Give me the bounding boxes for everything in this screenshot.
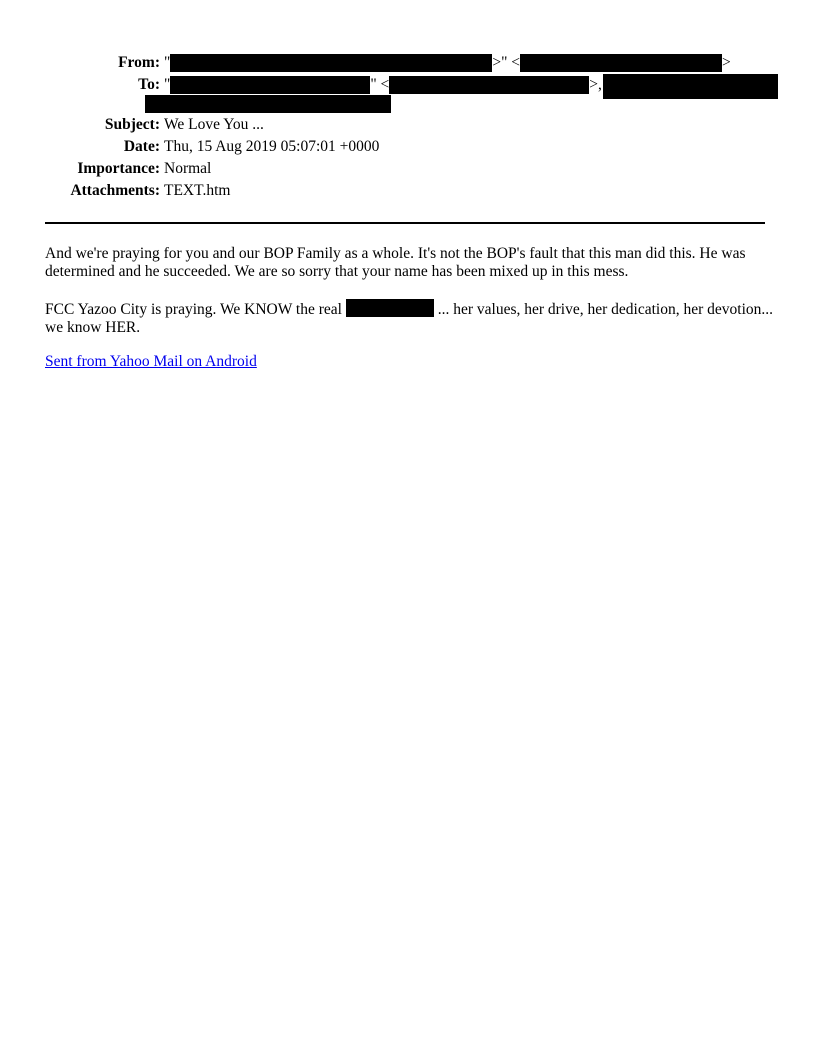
importance-row (0, 158, 816, 180)
importance-value: Normal (164, 160, 212, 177)
paragraph-2-end: ... her values, her drive, her dedication, her devotion... we know HER. (45, 301, 774, 336)
to-quote-open: " (164, 76, 171, 93)
subject-value: We Love You ... (164, 116, 264, 133)
from-quote-open: " (164, 54, 171, 71)
from-value (164, 52, 731, 74)
from-row (0, 52, 816, 74)
attachments-row (0, 180, 816, 202)
body-paragraph-1: And we're praying for you and our BOP Family as a whole. It's not the BOP's fault that this man did this. He was determined and he succeeded. We are so sorry that your name has been mixed up in this mess. (45, 245, 746, 280)
to-mid: " < (370, 76, 390, 93)
to-value (164, 74, 602, 96)
from-label: From: (118, 54, 160, 71)
importance-label: Importance: (77, 160, 160, 177)
name-redaction (346, 299, 434, 317)
date-row (0, 136, 816, 158)
from-name-redaction (170, 54, 492, 72)
to-end: >, (589, 76, 602, 93)
to-email-redaction (389, 76, 589, 94)
to-label: To: (138, 76, 160, 93)
from-email-redaction (520, 54, 722, 72)
body-paragraph-2 (45, 299, 775, 337)
date-value: Thu, 15 Aug 2019 05:07:01 +0000 (164, 138, 380, 155)
to-extra-redaction (603, 74, 778, 99)
date-label: Date: (123, 138, 160, 155)
subject-row (0, 114, 816, 136)
attachments-value: TEXT.htm (164, 182, 231, 199)
header-divider (45, 222, 765, 224)
signature (45, 353, 775, 371)
from-mid: >" < (492, 54, 521, 71)
yahoo-mail-signature-link[interactable]: Sent from Yahoo Mail on Android (45, 353, 257, 370)
to-name-redaction (170, 76, 370, 94)
from-end: > (722, 54, 731, 71)
paragraph-2-start: FCC Yazoo City is praying. We KNOW the real (45, 301, 342, 318)
attachments-label: Attachments: (70, 182, 160, 199)
to-second-line-redaction (145, 95, 391, 113)
subject-label: Subject: (104, 116, 160, 133)
